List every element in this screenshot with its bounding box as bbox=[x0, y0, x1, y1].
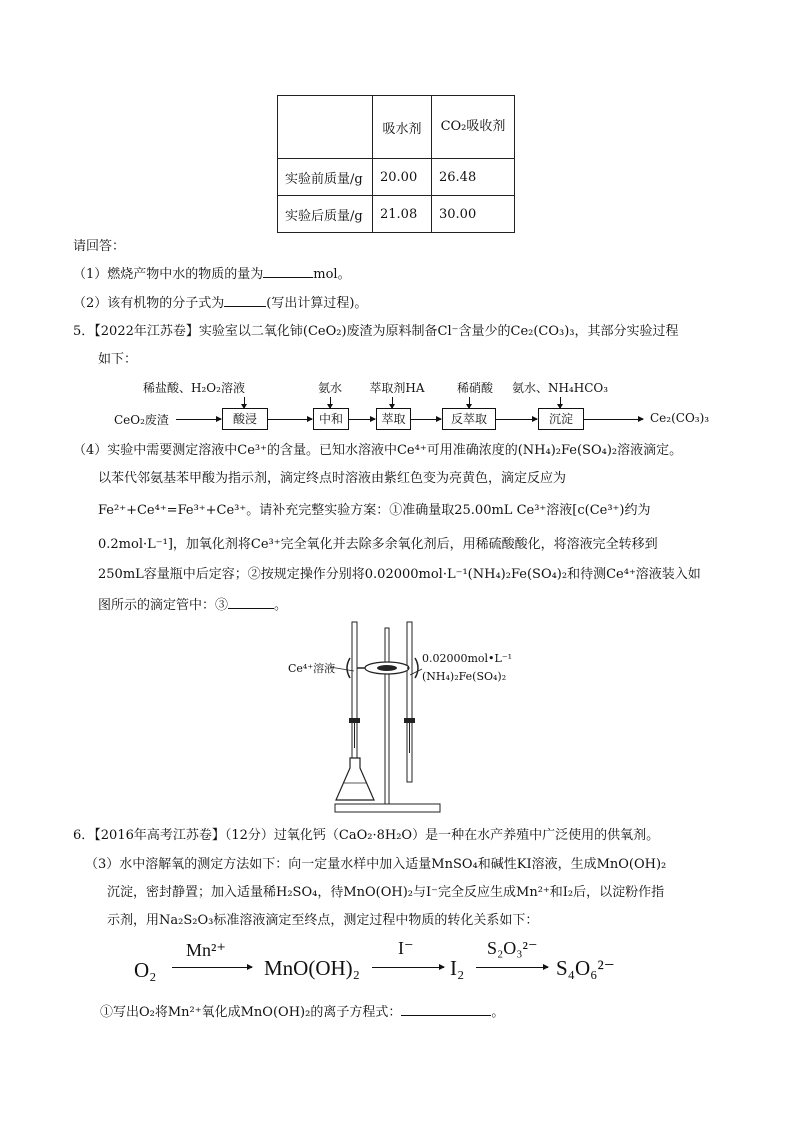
flow-reagent: 稀盐酸、H₂O₂溶液 bbox=[143, 381, 245, 395]
right-burette-label: (NH₄)₂Fe(SO₄)₂ bbox=[422, 670, 507, 683]
down-arrow-icon bbox=[560, 397, 561, 408]
answer-blank[interactable] bbox=[224, 294, 266, 307]
answer-blank[interactable] bbox=[228, 596, 274, 609]
paragraph-line: 以苯代邻氨基苯甲酸为指示剂，滴定终点时溶液由紫红色变为亮黄色，滴定反应为 bbox=[98, 471, 567, 486]
paragraph-text: 图所示的滴定管中：③ bbox=[98, 598, 229, 613]
question-number: 5． bbox=[73, 324, 95, 339]
question-intro-cont: 如下： bbox=[98, 352, 138, 367]
down-arrow-icon bbox=[330, 397, 331, 408]
paragraph-line: 示剂，用Na₂S₂O₃标准溶液滴定至终点，测定过程中物质的转化关系如下： bbox=[107, 913, 539, 928]
table-cell: 21.08 bbox=[373, 196, 432, 233]
question-line bbox=[73, 265, 351, 284]
right-burette-label: 0.02000mol•L⁻¹ bbox=[422, 652, 513, 665]
down-arrow-icon bbox=[244, 397, 245, 408]
flow-reagent: 氨水、NH₄HCO₃ bbox=[511, 381, 609, 395]
paragraph-line: （3）水中溶解氧的测定方法如下：向一定量水样中加入适量MnSO₄和碱性KI溶液，生成MnO(OH)₂ bbox=[85, 857, 667, 872]
table-cell: 20.00 bbox=[373, 159, 432, 196]
scheme-reagent: I⁻ bbox=[398, 938, 414, 958]
scheme-reagent: S₂O₃²⁻ bbox=[487, 938, 538, 958]
question-line bbox=[73, 294, 367, 313]
right-arrow-icon bbox=[583, 419, 643, 420]
scheme-species: MnO(OH)₂ bbox=[264, 956, 360, 980]
prompt-text: 请回答： bbox=[73, 239, 126, 254]
right-arrow-icon bbox=[495, 419, 537, 420]
flow-step: 沉淀 bbox=[538, 408, 584, 430]
flow-step: 反萃取 bbox=[442, 408, 496, 430]
right-arrow-icon bbox=[176, 419, 221, 420]
question-source: 【2016年高考江苏卷】 bbox=[94, 828, 225, 843]
scheme-species: I₂ bbox=[450, 956, 465, 980]
flow-start: CeO₂废渣 bbox=[114, 413, 169, 427]
question-source: 【2022年江苏卷】 bbox=[94, 324, 199, 339]
flow-reagent: 氨水 bbox=[317, 381, 342, 395]
scheme-reagent: Mn²⁺ bbox=[186, 940, 226, 960]
table-cell: 26.48 bbox=[432, 159, 515, 196]
paragraph-line: 250mL容量瓶中后定容；②按规定操作分别将0.02000mol·L⁻¹(NH₄)₂Fe(SO₄)₂和待测Ce⁴⁺溶液装入如 bbox=[98, 567, 701, 582]
question-part2: （2）该有机物的分子式为 bbox=[73, 296, 225, 311]
sub-question: ①写出O₂将Mn²⁺氧化成MnO(OH)₂的离子方程式： bbox=[100, 1005, 402, 1020]
paragraph-line: 0.2mol·L⁻¹]，加氧化剂将Ce³⁺完全氧化并去除多余氧化剂后，用稀硫酸酸化，将溶液完全转移到 bbox=[98, 537, 658, 552]
down-arrow-icon bbox=[469, 397, 470, 408]
flow-step: 中和 bbox=[313, 408, 349, 430]
scheme-species: S₄O₆²⁻ bbox=[556, 956, 615, 980]
right-arrow-icon bbox=[410, 419, 441, 420]
question-line bbox=[100, 1003, 504, 1022]
right-arrow-icon bbox=[348, 419, 375, 420]
titration-stand-illustration bbox=[330, 618, 450, 818]
table-cell: 实验前质量/g bbox=[278, 159, 373, 196]
question-intro: （12分）过氧化钙（CaO₂·8H₂O）是一种在水产养殖中广泛使用的供氧剂。 bbox=[224, 828, 660, 843]
mass-table bbox=[277, 95, 515, 233]
question-5-header bbox=[73, 323, 679, 341]
answer-blank[interactable] bbox=[263, 265, 313, 278]
label-leader-lines bbox=[330, 655, 430, 685]
paragraph-line: 沉淀，密封静置；加入适量稀H₂SO₄，待MnO(OH)₂与I⁻完全反应生成Mn²⁺和I₂后，以淀粉作指 bbox=[107, 885, 665, 900]
question-number: 6． bbox=[73, 828, 95, 843]
question-intro: 实验室以二氧化铈(CeO₂)废渣为原料制备Cl⁻含量少的Ce₂(CO₃)₃，其部分实验过程 bbox=[198, 324, 679, 339]
question-part1: （1）燃烧产物中水的物质的量为 bbox=[73, 267, 264, 282]
question-part1-end: mol。 bbox=[313, 267, 351, 282]
table-header-co2-absorbent: CO₂吸收剂 bbox=[432, 96, 515, 159]
paragraph-line: Fe²⁺+Ce⁴⁺=Fe³⁺+Ce³⁺。请补充完整实验方案：①准确量取25.00mL Ce³⁺溶液[c(Ce³⁺)约为 bbox=[98, 503, 651, 518]
question-6-header bbox=[73, 827, 659, 845]
right-arrow-icon bbox=[372, 967, 444, 968]
right-arrow-icon bbox=[267, 419, 312, 420]
paragraph-end: 。 bbox=[274, 598, 288, 613]
paragraph-line: （4）实验中需要测定溶液中Ce³⁺的含量。已知水溶液中Ce⁴⁺可用准确浓度的(NH₄)₂Fe(SO₄)₂溶液滴定。 bbox=[73, 443, 683, 458]
scheme-species: O₂ bbox=[134, 958, 157, 982]
question-part2-end: (写出计算过程)。 bbox=[266, 296, 368, 311]
down-arrow-icon bbox=[392, 397, 393, 408]
left-burette-label: Ce⁴⁺溶液 bbox=[288, 662, 336, 675]
table-header-absorbent: 吸水剂 bbox=[373, 96, 432, 159]
answer-blank[interactable] bbox=[401, 1003, 491, 1016]
flow-reagent: 稀硝酸 bbox=[456, 381, 493, 395]
right-arrow-icon bbox=[476, 967, 548, 968]
sub-question-end: 。 bbox=[491, 1005, 505, 1020]
table-header-empty bbox=[278, 96, 373, 159]
flow-step: 酸浸 bbox=[222, 408, 268, 430]
flow-end: Ce₂(CO₃)₃ bbox=[650, 411, 710, 425]
flow-reagent: 萃取剂HA bbox=[369, 381, 425, 395]
flow-step: 萃取 bbox=[376, 408, 411, 430]
table-cell: 实验后质量/g bbox=[278, 196, 373, 233]
table-cell: 30.00 bbox=[432, 196, 515, 233]
right-arrow-icon bbox=[172, 967, 252, 968]
paragraph-line bbox=[98, 596, 287, 615]
